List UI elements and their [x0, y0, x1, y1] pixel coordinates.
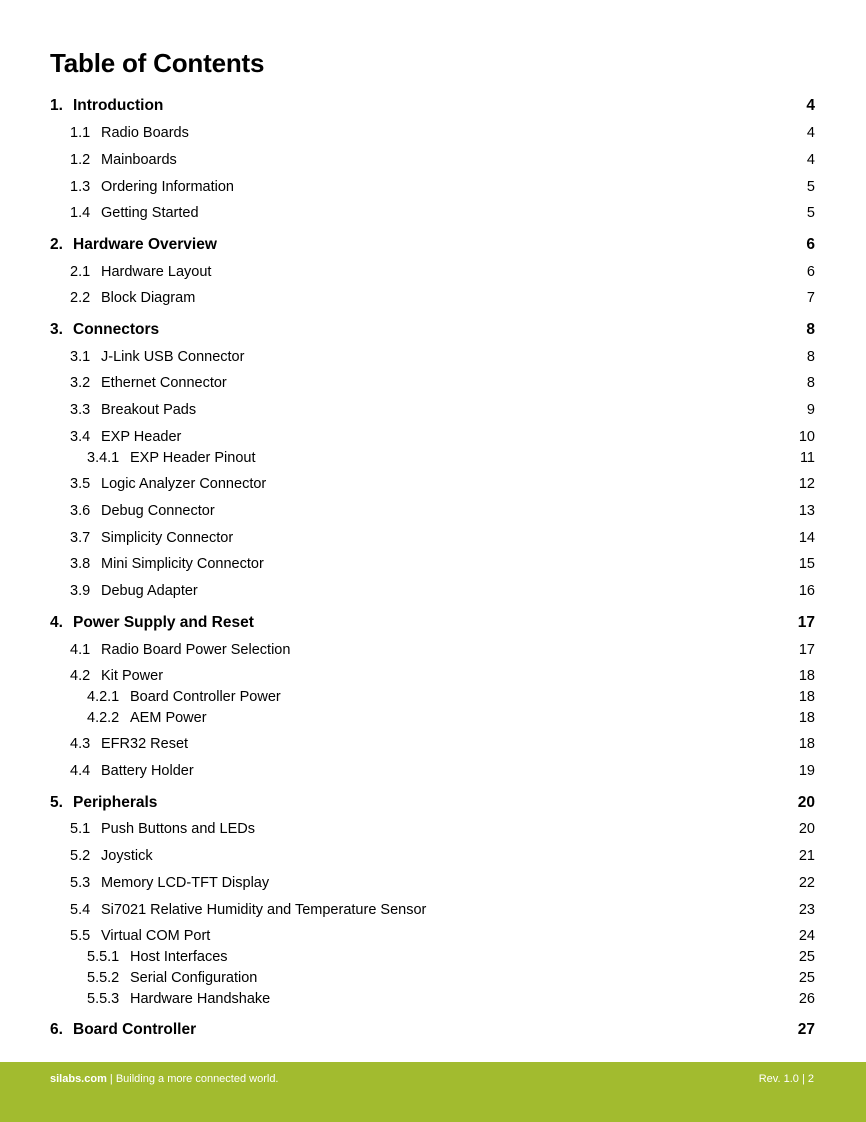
- toc-entry-label[interactable]: Si7021 Relative Humidity and Temperature Sensor: [101, 902, 427, 918]
- toc-entry-page[interactable]: 6: [806, 264, 815, 280]
- toc-entry-page[interactable]: 18: [798, 668, 815, 684]
- toc-entry[interactable]: [0, 427, 866, 447]
- toc-entry-number: 3.4: [70, 429, 91, 445]
- toc-entry-number: 5.4: [70, 902, 91, 918]
- toc-entry-page[interactable]: 18: [798, 736, 815, 752]
- toc-entry-page[interactable]: 18: [798, 689, 815, 705]
- toc-entry-label[interactable]: Memory LCD-TFT Display: [101, 875, 270, 891]
- toc-entry-number: 3.6: [70, 503, 91, 519]
- toc-entry-label[interactable]: Connectors: [73, 321, 160, 338]
- toc-entry-label[interactable]: Serial Configuration: [130, 970, 258, 986]
- toc-entry-page[interactable]: 10: [798, 429, 815, 445]
- toc-entry-page[interactable]: 4: [806, 125, 815, 141]
- toc-entry[interactable]: [0, 448, 866, 468]
- toc-entry-label[interactable]: Mini Simplicity Connector: [101, 556, 264, 572]
- toc-entry-number: 5.3: [70, 875, 91, 891]
- toc-entry-label[interactable]: Radio Board Power Selection: [101, 642, 291, 658]
- toc-entry[interactable]: [0, 400, 866, 420]
- toc-entry-number: 3.7: [70, 530, 91, 546]
- toc-entry[interactable]: [0, 708, 866, 728]
- toc-entry[interactable]: [0, 968, 866, 988]
- toc-entry[interactable]: [0, 96, 866, 116]
- toc-entry-page[interactable]: 26: [798, 991, 815, 1007]
- toc-entry-number: 4.2.1: [87, 689, 120, 705]
- toc-entry-label[interactable]: Logic Analyzer Connector: [101, 476, 267, 492]
- toc-entry[interactable]: [0, 581, 866, 601]
- toc-entry[interactable]: [0, 177, 866, 197]
- toc-entry-number: 4.1: [70, 642, 91, 658]
- toc-entry-number: 4.2.2: [87, 710, 120, 726]
- toc-entry-number: 5.2: [70, 848, 91, 864]
- toc-entry[interactable]: [0, 150, 866, 170]
- toc-entry-number: 5.5.2: [87, 970, 120, 986]
- toc-entry[interactable]: [0, 819, 866, 839]
- toc-entry[interactable]: [0, 554, 866, 574]
- footer-page-number: 2: [807, 1073, 814, 1085]
- toc-entry[interactable]: [0, 926, 866, 946]
- toc-entry-label[interactable]: Battery Holder: [101, 763, 194, 779]
- toc-entry-label[interactable]: Ordering Information: [101, 179, 234, 195]
- toc-entry[interactable]: [0, 501, 866, 521]
- footer-tagline: Building a more connected world.: [115, 1073, 279, 1085]
- toc-entry[interactable]: [0, 235, 866, 255]
- toc-entry-page[interactable]: 4: [806, 152, 815, 168]
- toc-entry-number: 3.: [50, 321, 63, 338]
- toc-entry-page[interactable]: 8: [806, 321, 815, 338]
- toc-entry-number: 4.3: [70, 736, 91, 752]
- toc-entry-label[interactable]: Host Interfaces: [130, 949, 228, 965]
- toc-entry-number: 2.2: [70, 290, 91, 306]
- toc-entry-number: 5.5.1: [87, 949, 120, 965]
- toc-entry-number: 5.: [50, 794, 63, 811]
- toc-entry-number: 5.5.3: [87, 991, 120, 1007]
- toc-entry[interactable]: [0, 203, 866, 223]
- toc-entry-page[interactable]: 9: [806, 402, 815, 418]
- toc-entry[interactable]: [0, 528, 866, 548]
- toc-entry-page[interactable]: 20: [798, 821, 815, 837]
- toc-entry-page[interactable]: 5: [806, 205, 815, 221]
- toc-entry-label[interactable]: EXP Header Pinout: [130, 450, 256, 466]
- toc-entry-number: 1.4: [70, 205, 91, 221]
- toc-entry[interactable]: [0, 320, 866, 340]
- toc-entry-page[interactable]: 22: [798, 875, 815, 891]
- toc-entry-label[interactable]: AEM Power: [130, 710, 207, 726]
- toc-entry-label[interactable]: Joystick: [101, 848, 153, 864]
- toc-entry[interactable]: [0, 687, 866, 707]
- toc-entry[interactable]: [0, 640, 866, 660]
- toc-entry-number: 3.5: [70, 476, 91, 492]
- toc-entry[interactable]: [0, 666, 866, 686]
- toc-entry[interactable]: [0, 947, 866, 967]
- footer-site-link[interactable]: silabs.com: [50, 1073, 107, 1085]
- toc-entry-label[interactable]: Simplicity Connector: [101, 530, 234, 546]
- footer-page-separator: |: [798, 1073, 808, 1085]
- toc-entry[interactable]: [0, 288, 866, 308]
- toc-entry-label[interactable]: Push Buttons and LEDs: [101, 821, 255, 837]
- toc-entry-label[interactable]: Mainboards: [101, 152, 177, 168]
- toc-entry-label[interactable]: Peripherals: [73, 794, 158, 811]
- toc-entry-number: 2.: [50, 236, 63, 253]
- toc-entry-page[interactable]: 13: [798, 503, 815, 519]
- toc-entry[interactable]: [0, 900, 866, 920]
- toc-entry-number: 6.: [50, 1021, 63, 1038]
- toc-entry-number: 4.4: [70, 763, 91, 779]
- toc-entry-number: 1.: [50, 97, 63, 114]
- toc-entry-page[interactable]: 16: [798, 583, 815, 599]
- toc-entry[interactable]: [0, 761, 866, 781]
- page-title: Table of Contents: [50, 48, 265, 78]
- toc-entry-number: 5.5: [70, 928, 91, 944]
- toc-entry-page[interactable]: 14: [798, 530, 815, 546]
- toc-entry[interactable]: [0, 989, 866, 1009]
- toc-entry-number: 3.3: [70, 402, 91, 418]
- toc-entry-number: 3.8: [70, 556, 91, 572]
- toc-entry-page[interactable]: 8: [806, 375, 815, 391]
- toc-entry-number: 2.1: [70, 264, 91, 280]
- toc-entry[interactable]: [0, 262, 866, 282]
- toc-entry-label[interactable]: Introduction: [73, 97, 164, 114]
- toc-entry-number: 5.1: [70, 821, 91, 837]
- toc-entry-page[interactable]: 17: [798, 642, 815, 658]
- toc-entry-label[interactable]: Debug Connector: [101, 503, 215, 519]
- toc-entry-number: 1.3: [70, 179, 91, 195]
- toc-entry-page[interactable]: 4: [806, 97, 815, 114]
- toc-entry-page[interactable]: 23: [798, 902, 815, 918]
- footer-revision: Rev. 1.0: [758, 1073, 799, 1085]
- toc-entry-page[interactable]: 21: [798, 848, 815, 864]
- toc-entry[interactable]: [0, 873, 866, 893]
- toc-entry[interactable]: [0, 613, 866, 633]
- toc-entry-label[interactable]: Breakout Pads: [101, 402, 197, 418]
- toc-entry-page[interactable]: 25: [798, 949, 815, 965]
- toc-entry-label[interactable]: Power Supply and Reset: [73, 614, 254, 631]
- toc-entry[interactable]: [0, 793, 866, 813]
- toc-entry-label[interactable]: Kit Power: [101, 668, 164, 684]
- toc-entry[interactable]: [0, 373, 866, 393]
- toc-entry-number: 3.1: [70, 349, 91, 365]
- toc-entry[interactable]: [0, 474, 866, 494]
- toc-entry-page[interactable]: 7: [806, 290, 815, 306]
- toc-entry-page[interactable]: 24: [798, 928, 815, 944]
- toc-entry-page[interactable]: 19: [798, 763, 815, 779]
- toc-entry-number: 3.9: [70, 583, 91, 599]
- toc-entry-page[interactable]: 15: [798, 556, 815, 572]
- toc-entry-page[interactable]: 11: [799, 450, 815, 466]
- toc-entry-number: 4.2: [70, 668, 91, 684]
- toc-entry-label[interactable]: Hardware Overview: [73, 236, 217, 253]
- toc-entry-label[interactable]: Hardware Handshake: [130, 991, 271, 1007]
- toc-entry[interactable]: [0, 347, 866, 367]
- toc-entry-label[interactable]: J-Link USB Connector: [101, 349, 245, 365]
- toc-entry-label[interactable]: Block Diagram: [101, 290, 196, 306]
- footer-separator: |: [106, 1073, 116, 1085]
- toc-entry-label[interactable]: Radio Boards: [101, 125, 189, 141]
- toc-entry-page[interactable]: 6: [806, 236, 815, 253]
- toc-entry-label[interactable]: Virtual COM Port: [101, 928, 211, 944]
- toc-entry-page[interactable]: 27: [797, 1021, 815, 1038]
- toc-entry-label[interactable]: Board Controller Power: [130, 689, 281, 705]
- toc-entry-number: 3.4.1: [87, 450, 120, 466]
- toc-entry-label[interactable]: Hardware Layout: [101, 264, 212, 280]
- toc-entry-number: 4.: [50, 614, 63, 631]
- toc-entry-label[interactable]: EXP Header: [101, 429, 182, 445]
- toc-entry-label[interactable]: EFR32 Reset: [101, 736, 189, 752]
- toc-entry-number: 3.2: [70, 375, 91, 391]
- toc-entry-number: 1.1: [70, 125, 91, 141]
- toc-entry-label[interactable]: Debug Adapter: [101, 583, 198, 599]
- toc-entry-page[interactable]: 8: [806, 349, 815, 365]
- toc-entry-page[interactable]: 20: [797, 794, 815, 811]
- toc-entry-label[interactable]: Getting Started: [101, 205, 199, 221]
- footer-right: [759, 1073, 814, 1085]
- toc-entry-label[interactable]: Board Controller: [73, 1021, 197, 1038]
- toc-entry-number: 1.2: [70, 152, 91, 168]
- toc-entry-page[interactable]: 12: [798, 476, 815, 492]
- footer-left: [50, 1073, 279, 1085]
- toc-entry-page[interactable]: 25: [798, 970, 815, 986]
- toc-entry-page[interactable]: 5: [806, 179, 815, 195]
- toc-entry-label[interactable]: Ethernet Connector: [101, 375, 227, 391]
- toc-entry-page[interactable]: 18: [798, 710, 815, 726]
- toc-entry[interactable]: [0, 1020, 866, 1040]
- toc-entry[interactable]: [0, 123, 866, 143]
- page-footer: [0, 1062, 866, 1122]
- toc-entry[interactable]: [0, 734, 866, 754]
- toc-entry-page[interactable]: 17: [797, 614, 815, 631]
- toc-entry[interactable]: [0, 846, 866, 866]
